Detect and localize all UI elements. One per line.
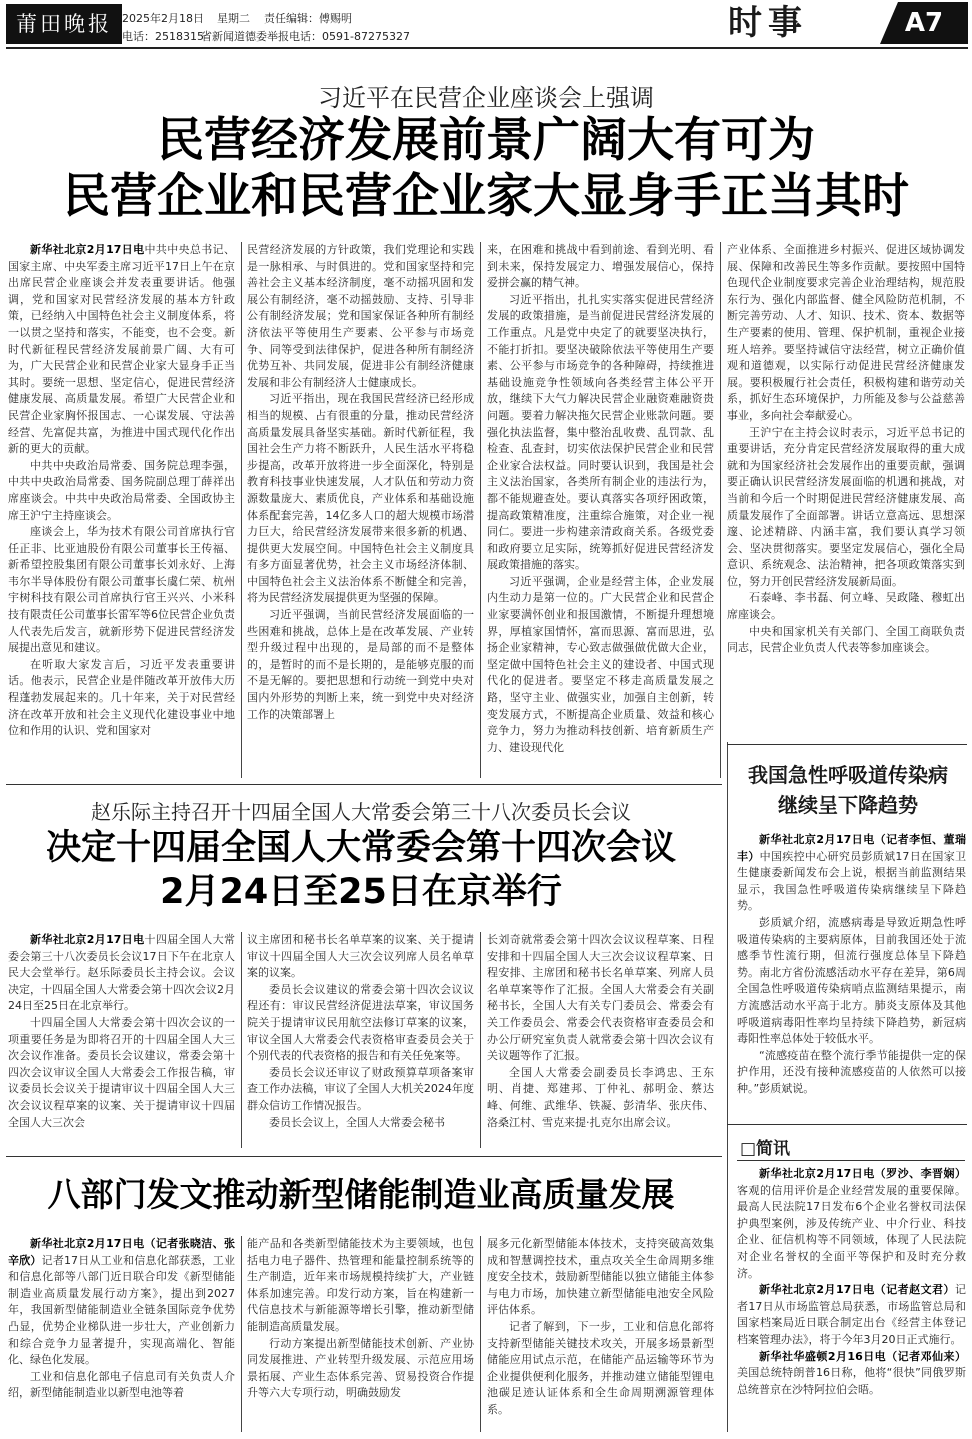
brief-text: 记者17日从市场监管总局获悉，市场监管总局和国家档案局近日联合制定出台《经营主体登记档案管理办法》，将于今年3月20日正式施行。 (737, 1283, 966, 1346)
header-report-phone: 省新闻道德委举报电话：0591-87275327 (201, 30, 410, 43)
column-divider (720, 242, 721, 778)
brief-dateline: 新华社北京2月17日电（记者赵文君） (759, 1283, 955, 1297)
paragraph: 中共中央政治局常委、国务院总理李强，中共中央政治局常委、国务院副总理丁薛祥出席座谈会。中共中央政治局常委、全国政协主席王沪宁主持座谈会。 (8, 458, 235, 522)
header-date: 2025年2月18日 (122, 12, 204, 25)
header-weekday: 星期二 (217, 12, 250, 25)
masthead-logo: 莆田晚报 (6, 4, 122, 44)
brief-dateline: 新华社北京2月17日电（罗沙、李晋娴） (759, 1167, 966, 1180)
paragraph: 彭质斌介绍，流感病毒是导致近期急性呼吸道传染病的主要病原体，目前我国还处于流感季节性流行期，但流行强度总体呈下降趋势。南北方省份流感活动水平存在差异，第6周全国急性呼吸道传染病哨点监测结果提示，南方流感活动水平高于北方。肺炎支原体及其他呼吸道病毒阳性率均呈持续下降趋势，新冠病毒阳性率总体处于较低水平。 (737, 915, 966, 1046)
paragraph: 习近平强调，企业是经营主体，企业发展内生动力是第一位的。广大民营企业和民营企业家要满怀创业和报国激情，不断提升理想境界，厚植家国情怀，富而思源、富而思进，弘扬企业家精神，专心致志做强做优做大企业，坚定做中国特色社会主义的建设者、中国式现代化的促进者。要坚定不移走高质量发展之路，坚守主业、做强实业，加强自主创新，转变发展方式，不断提高企业质量、效益和核心竞争力，努力为推动科技创新、培育新质生产力、建设现代化 (487, 574, 714, 754)
page-number (880, 2, 968, 44)
story1-column-3 (487, 242, 714, 778)
story3-col3-text: 展多元化新型储能本体技术，支持突破高效集成和智慧调控技术，重点攻关全生命周期多维度安全技术，鼓励新型储能以独立储能主体参与电力市场，加快建立新型储能电池安全风险评估体系。 (487, 1237, 714, 1317)
story1-col2-text: 民营经济发展的方针政策，我们党理论和实践是一脉相承、与时俱进的。党和国家坚持和完善社会主义基本经济制度，毫不动摇巩固和发展公有制经济，毫不动摇鼓励、支持、引导非公有制经济发展；党和国家保证各种所有制经济依法平等使用生产要素、公平参与市场竞争、同等受到法律保护，促进各种所有制经济优势互补、共同发展，促进非公有制经济健康发展和非公有制经济人士健康成长。 (247, 243, 474, 389)
paragraph: 委员长会议还审议了财政预算草项备案审查工作办法稿，审议了全国人大机关2024年度群众信访工作情况报告。 (247, 1065, 474, 1112)
page-number-text: A7 (904, 8, 944, 38)
story1-col1-text: 中共中央总书记、国家主席、中央军委主席习近平17日上午在京出席民营企业座谈会并发表重要讲话。他强调，党和国家对民营经济发展的基本方针政策，已经纳入中国特色社会主义制度体系，将一以贯之坚持和落实，不能变，也不会变。新时代新征程民营经济发展前景广阔、大有可为，广大民营企业和民营企业家大显身手正当其时。要统一思想、坚定信心，促进民营经济健康发展、高质量发展。希望广大民营企业和民营企业家胸怀报国志、一心谋发展、守法善经营、先富促共富，为推进中国式现代化作出新的更大的贡献。 (8, 243, 235, 456)
story1-column-4 (727, 242, 965, 732)
story-separator (6, 784, 722, 785)
briefs-top-rule (727, 1124, 967, 1125)
section-name: 时事 (728, 3, 808, 43)
column-divider (241, 932, 242, 1148)
brief-item (737, 1349, 966, 1399)
brief-dateline: 新华社华盛顿2月16日电（记者邓仙来） (759, 1349, 966, 1363)
header-phone: 电话：2518315 (122, 30, 204, 43)
briefs-body (737, 1166, 966, 1434)
column-divider (480, 242, 481, 778)
story1-column-1 (8, 242, 235, 778)
paragraph: 十四届全国人大常委会第十四次会议的一项重要任务是为即将召开的十四届全国人大三次会议作准备。委员长会议建议，常委会第十四次会议审议全国人大常委会工作报告稿，审议委员长会议关于提请审议十四届全国人大三次会议议程草案的议案、关于提请审议十四届全国人大三次会 (8, 1015, 235, 1129)
story3-column-1 (8, 1236, 235, 1432)
header-rule (6, 47, 968, 49)
story4-headline-line2: 继续呈下降趋势 (778, 793, 918, 817)
paragraph: 在听取大家发言后，习近平发表重要讲话。他表示，民营企业是伴随改革开放伟大历程蓬勃发展起来的。几十年来，关于对民营经济在改革开放和社会主义现代化建设事业中地位和作用的认识、党和国家对 (8, 657, 235, 738)
paragraph: 委员长会议建议的常委会第十四次会议议程还有：审议民营经济促进法草案，审议国务院关于提请审议民用航空法修订草案的议案，审议全国人大常委会代表资格审查委员会关于个别代表的代表资格的报告和有关任免案等。 (247, 982, 474, 1063)
paragraph: 石泰峰、李书磊、何立峰、吴政隆、穆虹出席座谈会。 (727, 591, 965, 622)
story2-column-2 (247, 932, 474, 1150)
sidebar-top-rule (727, 744, 967, 745)
header-editor: 责任编辑：傅赐明 (264, 12, 352, 25)
paragraph: 委员长会议上，全国人大常委会秘书 (269, 1115, 445, 1129)
story2-dateline: 新华社北京2月17日电 (30, 933, 145, 946)
story4-headline-line1: 我国急性呼吸道传染病 (748, 763, 948, 787)
story2-col2-text: 议主席团和秘书长名单草案的议案、关于提请审议十四届全国人大三次会议列席人员名单草案的议案。 (247, 933, 474, 980)
paragraph: 行动方案提出新型储能技术创新、产业协同发展推进、产业转型升级发展、示范应用场景拓展、产业生态体系完善、贸易投资合作提升等六大专项行动，明确鼓励发 (247, 1336, 474, 1400)
brief-item (737, 1166, 966, 1282)
story2-headline-line2: 2月24日至25日在京举行 (160, 872, 562, 912)
story3-col2-text: 能产品和各类新型储能技术为主要领域，也包括电力电子器件、热管理和能量控制系统等的生产制造，近年来市场规模持续扩大，产业链体系加速完善。印发行动方案，旨在构建新一代信息技术与新能源等增长引擎，推动新型储能制造高质量发展。 (247, 1237, 474, 1333)
briefs-title-rule (737, 1160, 965, 1161)
story3-col1-text: 记者17日从工业和信息化部获悉，工业和信息化部等八部门近日联合印发《新型储能制造业高质量发展行动方案》，提出到2027年，我国新型储能制造业全链条国际竞争优势凸显，优势企业梯队进一步壮大，产业创新力和综合竞争力显著提升，实现高端化、智能化、绿色化发展。 (8, 1253, 235, 1367)
story3-column-2 (247, 1236, 474, 1432)
paragraph: “流感疫苗在整个流行季节能提供一定的保护作用，还没有接种流感疫苗的人依然可以接种。”彭质斌说。 (737, 1048, 966, 1095)
brief-item (737, 1282, 966, 1348)
story2-column-1 (8, 932, 235, 1150)
column-divider (241, 1236, 242, 1432)
paragraph: 工业和信息化部电子信息司有关负责人介绍，新型储能制造业以新型电池等着 (8, 1369, 235, 1400)
paragraph: 王沪宁在主持会议时表示，习近平总书记的重要讲话，充分肯定民营经济发展取得的重大成就和为国家经济社会发展作出的重要贡献，强调要正确认识民营经济发展面临的机遇和挑战，对当前和今后一个时期促进民营经济健康发展、高质量发展作了全面部署。讲话立意高远、思想深邃、论述精辟、内涵丰富，我们要认真学习领会、坚决贯彻落实。要坚定发展信心，强化全局意识、系统观念、法治精神，把各项政策落实到位，努力开创民营经济发展新局面。 (727, 425, 965, 588)
paragraph: 中央和国家机关有关部门、全国工商联负责同志，民营企业负责人代表等参加座谈会。 (727, 624, 965, 655)
paragraph: 习近平指出，现在我国民营经济已经形成相当的规模、占有很重的分量，推动民营经济高质量发展具备坚实基础。新时代新征程，我国社会生产力将不断跃升，人民生活水平将稳步提高，改革开放将进一步全面深化，特别是教育科技事业快速发展，人才队伍和劳动力资源数量庞大、素质优良，产业体系和基础设施体系配套完善，14亿多人口的超大规模市场潜力巨大，给民营经济发展带来很多新的机遇、提供更大发展空间。中国特色社会主义制度具有多方面显著优势，社会主义市场经济体制、中国特色社会主义法治体系不断健全和完善，将为民营经济发展提供更为坚强的保障。 (247, 392, 474, 605)
paragraph: 记者了解到，下一步，工业和信息化部将支持新型储能关键技术攻关，开展多场景新型储能应用试点示范，在储能产品运输等环节为企业提供便利化服务，并推动建立储能型锂电池碳足迹认证体系和全生命周期溯源管理体系。 (487, 1319, 714, 1416)
story2-kicker: 赵乐际主持召开十四届全国人大常委会第三十八次委员长会议 (91, 800, 631, 824)
story2-col1-text: 十四届全国人大常委会第三十八次委员长会议17日下午在北京人民大会堂举行。赵乐际委员长主持会议。会议决定，十四届全国人大常委会第十四次会议2月24日至25日在北京举行。 (8, 933, 235, 1013)
story4-text: 中国疾控中心研究员彭质斌17日在国家卫生健康委新闻发布会上说，根据当前监测结果显示，我国急性呼吸道传染病继续呈下降趋势。 (737, 849, 966, 913)
column-divider (480, 932, 481, 1148)
briefs-title: □简讯 (740, 1139, 791, 1159)
story4-dateline: 新华社北京2月17日电（记者李恒、董瑞丰） (737, 833, 966, 863)
column-divider (241, 242, 242, 778)
story1-kicker: 习近平在民营企业座谈会上强调 (318, 84, 654, 112)
story4-body (737, 832, 966, 1116)
story3-column-3 (487, 1236, 714, 1432)
story-separator (6, 1156, 722, 1157)
paragraph: 座谈会上，华为技术有限公司首席执行官任正非、比亚迪股份有限公司董事长王传福、新希望控股集团有限公司董事长刘永好、上海韦尔半导体股份有限公司董事长虞仁荣、杭州宇树科技有限公司首席执行官王兴兴、小米科技有限责任公司董事长雷军等6位民营企业负责人代表先后发言，就新形势下促进民营经济发展提出意见和建议。 (8, 525, 235, 655)
story2-col3-text: 长刘奇就常委会第十四次会议议程草案、日程安排和十四届全国人大三次会议议程草案、日程安排、主席团和秘书长名单草案、列席人员名单草案等作了汇报。全国人大常委会有关副秘书长，全国人大有关专门委员会、常委会有关工作委员会、常委会代表资格审查委员会和办公厅研究室负责人就常委会第十四次会议有关议题等作了汇报。 (487, 933, 714, 1063)
story3-dateline: 新华社北京2月17日电（记者张晓洁、张辛欣） (8, 1237, 235, 1267)
story1-col4-text: 产业体系、全面推进乡村振兴、促进区域协调发展、保障和改善民生等多作贡献。要按照中国特色现代企业制度要求完善企业治理结构，规范股东行为、强化内部监督、健全风险防范机制，不断完善劳动、人才、知识、技术、资本、数据等生产要素的使用、管理、保护机制，重视企业接班人培养。要坚持诚信守法经营，树立正确价值观和道德观，以实际行动促进民营经济健康发展。要积极履行社会责任，积极构建和谐劳动关系，抓好生态环境保护，力所能及参与公益慈善事业，多向社会奉献爱心。 (727, 243, 965, 422)
story1-headline-line1: 民营经济发展前景广阔大有可为 (157, 113, 815, 168)
story1-column-2 (247, 242, 474, 778)
story1-headline-line2: 民营企业和民营企业家大显身手正当其时 (63, 169, 909, 224)
column-divider (480, 1236, 481, 1432)
paragraph: 习近平指出，扎扎实实落实促进民营经济发展的政策措施，是当前促进民营经济发展的工作重点。凡是党中央定了的就要坚决执行，不能打折扣。要坚决破除依法平等使用生产要素、公平参与市场竞争的各种障碍，持续推进基础设施竞争性领域向各类经营主体公平开放，继续下大气力解决民营企业融资难融资贵问题。要着力解决拖欠民营企业账款问题。要强化执法监督，集中整治乱收费、乱罚款、乱检查、乱查封，切实依法保护民营企业和民营企业家合法权益。同时要认识到，我国是社会主义法治国家，各类所有制企业的违法行为，都不能规避查处。要认真落实各项纾困政策，提高政策精准度，注重综合施策，对企业一视同仁。要进一步构建亲清政商关系。各级党委和政府要立足实际，统筹抓好促进民营经济发展政策措施的落实。 (487, 292, 714, 572)
paragraph: 全国人大常委会副委员长李鸿忠、王东明、肖捷、郑建邦、丁仲礼、郝明金、蔡达峰、何维、武维华、铁凝、彭清华、张庆伟、洛桑江村、雪克来提·扎克尔出席会议。 (487, 1065, 714, 1129)
paragraph: 习近平强调，当前民营经济发展面临的一些困难和挑战，总体上是在改革发展、产业转型升级过程中出现的，是局部的而不是整体的，是暂时的而不是长期的，是能够克服的而不是无解的。要把思想和行动统一到党中央对国内外形势的判断上来，统一到党中央对经济工作的决策部署上 (247, 608, 474, 721)
sidebar-divider (727, 742, 728, 1432)
story1-col3-text: 来，在困难和挑战中看到前途、看到光明、看到未来，保持发展定力、增强发展信心，保持爱拼会赢的精气神。 (487, 243, 714, 290)
story1-dateline: 新华社北京2月17日电 (30, 243, 145, 256)
brief-text: 客观的信用评价是企业经营发展的重要保障。最高人民法院17日发布6个企业名誉权司法保护典型案例，涉及传统产业、中介行业、科技企业、征信机构等不同领域，体现了人民法院对企业名誉权的全面平等保护和及时充分救济。 (737, 1183, 966, 1280)
story2-column-3 (487, 932, 714, 1150)
story2-headline-line1: 决定十四届全国人大常委会第十四次会议 (45, 828, 676, 868)
story3-headline: 八部门发文推动新型储能制造业高质量发展 (47, 1175, 675, 1214)
brief-text: 美国总统特朗普16日称，他将“很快”同俄罗斯总统普京在沙特阿拉伯会晤。 (737, 1366, 966, 1396)
